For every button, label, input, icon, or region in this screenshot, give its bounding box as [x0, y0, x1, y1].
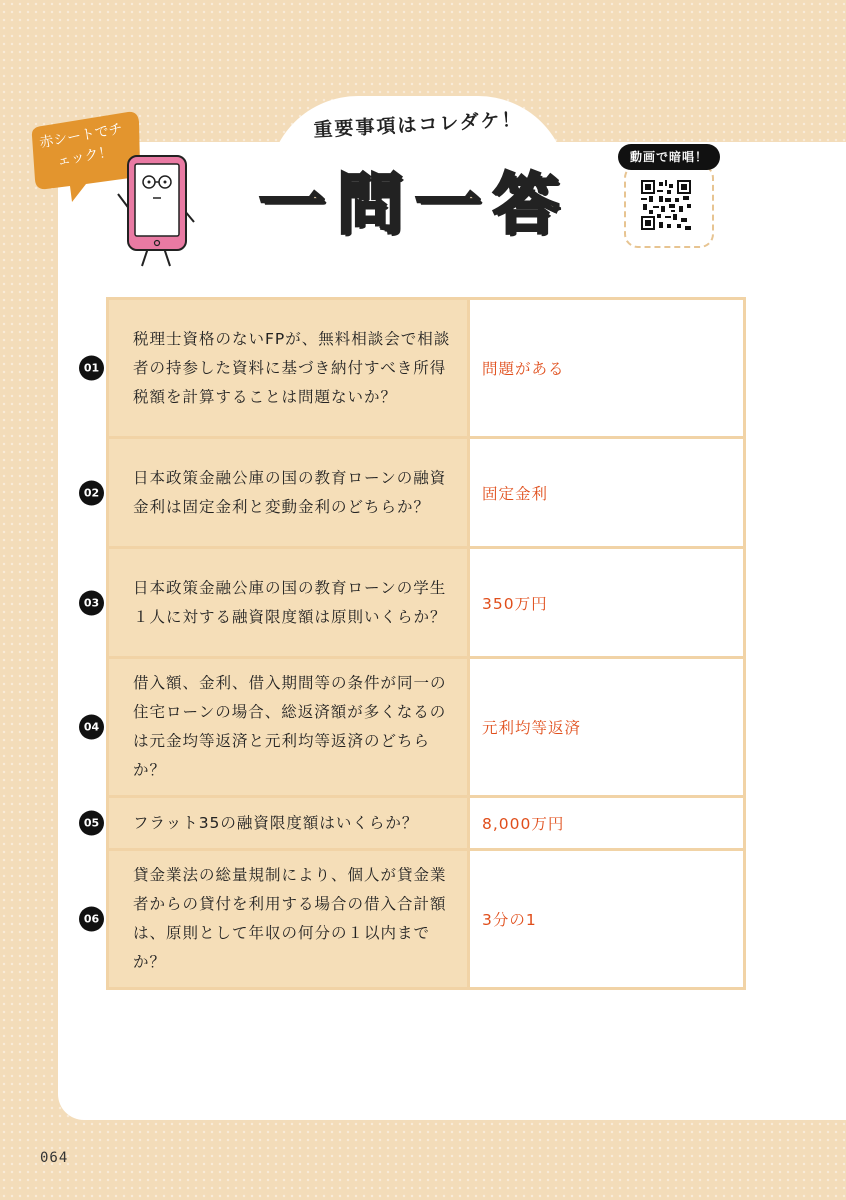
- smartphone-mascot-icon: [112, 150, 202, 270]
- question-text: 借入額、金利、借入期間等の条件が同一の住宅ローンの場合、総返済額が多くなるのは元金均等返済と元利均等返済のどちらか？: [109, 659, 467, 795]
- question-text: 貸金業法の総量規制により、個人が貸金業者からの貸付を利用する場合の借入合計額は、原則として年収の何分の１以内までか？: [109, 851, 467, 987]
- qa-row: [83, 798, 743, 848]
- answer-text: 元利均等返済: [470, 659, 743, 795]
- qr-code-icon[interactable]: [641, 180, 691, 230]
- header-subtitle: 重要事項はコレダケ！: [313, 108, 524, 142]
- answer-text: 問題がある: [470, 300, 743, 436]
- question-number: 02: [79, 480, 104, 505]
- qa-row: [83, 549, 743, 656]
- qa-row: [83, 659, 743, 795]
- question-text: 税理士資格のないFPが、無料相談会で相談者の持参した資料に基づき納付すべき所得税額を計算することは問題ないか？: [109, 300, 467, 436]
- question-number: 01: [79, 356, 104, 381]
- question-number: 04: [79, 715, 104, 740]
- qa-row: [83, 439, 743, 546]
- answer-text: 固定金利: [470, 439, 743, 546]
- qa-table: [83, 297, 746, 990]
- question-number: 06: [79, 907, 104, 932]
- answer-text: 3分の1: [470, 851, 743, 987]
- qa-row: [83, 300, 743, 436]
- question-number: 03: [79, 590, 104, 615]
- qa-row: [83, 851, 743, 987]
- question-text: 日本政策金融公庫の国の教育ローンの学生１人に対する融資限度額は原則いくらか？: [109, 549, 467, 656]
- page-number: 064: [40, 1150, 69, 1166]
- sticker-label: 赤シートでチェック！: [38, 120, 124, 170]
- qr-label: 動画で暗唱！: [618, 144, 720, 170]
- answer-text: 8,000万円: [470, 798, 743, 848]
- question-text: フラット35の融資限度額はいくらか？: [109, 798, 467, 848]
- question-text: 日本政策金融公庫の国の教育ローンの融資金利は固定金利と変動金利のどちらか？: [109, 439, 467, 546]
- page-title: 一問一答: [259, 166, 571, 243]
- question-number: 05: [79, 811, 104, 836]
- answer-text: 350万円: [470, 549, 743, 656]
